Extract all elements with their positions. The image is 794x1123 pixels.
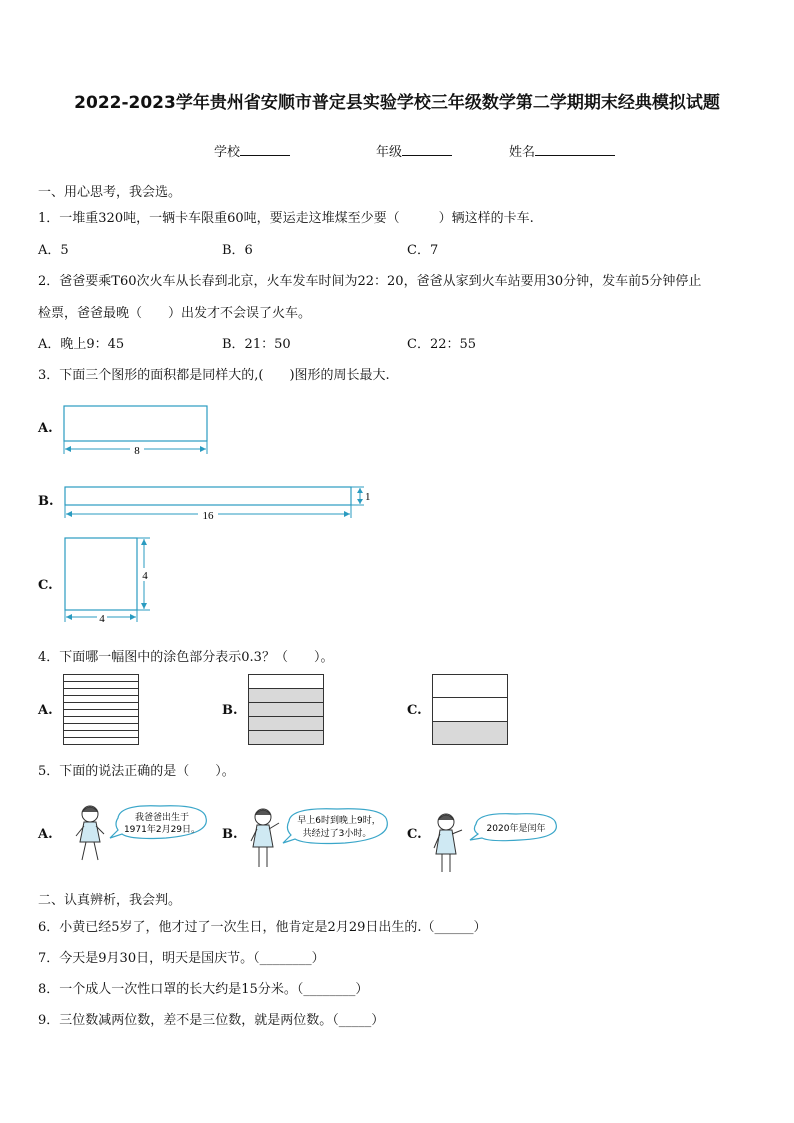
dim-label-8: 8	[134, 445, 140, 457]
section-1-heading: 一、用心思考，我会选。	[38, 185, 182, 200]
question-7: 7．今天是9月30日，明天是国庆节。（________）	[38, 951, 325, 966]
speech-bubble	[110, 806, 206, 839]
q3-figure-b	[60, 484, 380, 524]
question-6: 6．小黄已经5岁了，他才过了一次生日，他肯定是2月29日出生的.（______）	[38, 920, 487, 935]
bubble-b-line-1: 早上6时到晚上9时，	[297, 816, 381, 826]
school-field	[214, 141, 290, 160]
bubble-c-line-1: 2020年是闰年	[486, 824, 546, 834]
q2-option-c[interactable]: C．22：55	[407, 337, 477, 352]
q4-option-c[interactable]: C.	[407, 703, 422, 718]
grade-blank[interactable]	[402, 143, 452, 156]
q5-picture-a	[70, 800, 215, 870]
bubble-b-line-2: 共经过了3小时。	[302, 829, 372, 839]
q4-figure-b	[248, 674, 326, 746]
question-4: 4．下面哪一幅图中的涂色部分表示0.3？（ ）。	[38, 650, 334, 665]
q3-figure-c	[60, 535, 160, 625]
question-9: 9．三位数减两位数，差不是三位数，就是两位数。（_____）	[38, 1013, 385, 1028]
shaded-region	[433, 722, 508, 745]
speech-bubble	[470, 814, 556, 841]
girl-icon	[76, 806, 104, 860]
q5-option-b[interactable]: B.	[222, 827, 238, 842]
grade-field	[376, 141, 452, 160]
q1-option-a[interactable]: A．5	[38, 243, 69, 258]
question-1: 1．一堆重320吨，一辆卡车限重60吨，要运走这堆煤至少要（ ）辆这样的卡车.	[38, 211, 534, 226]
q5-picture-b	[245, 805, 395, 875]
q3-option-c[interactable]: C.	[38, 578, 53, 593]
q4-option-a[interactable]: A.	[38, 703, 53, 718]
bubble-a-line-1: 我爸爸出生于	[134, 813, 190, 823]
question-3: 3．下面三个图形的面积都是同样大的,( )图形的周长最大.	[38, 368, 390, 383]
q5-option-c[interactable]: C.	[407, 827, 422, 842]
page-title: 2022-2023学年贵州省安顺市普定县实验学校三年级数学第二学期期末经典模拟试题	[74, 93, 720, 113]
q5-option-a[interactable]: A.	[38, 827, 53, 842]
question-2-line-1: 2．爸爸要乘T60次火车从长春到北京，火车发车时间为22：20，爸爸从家到火车站要用30分钟，发车前5分钟停止	[38, 274, 702, 289]
dim-label-16: 16	[202, 510, 214, 522]
school-label: 学校	[214, 145, 241, 160]
q2-option-a[interactable]: A．晚上9：45	[38, 337, 125, 352]
name-field	[509, 141, 615, 160]
q2-option-b[interactable]: B．21：50	[222, 337, 291, 352]
q5-picture-c	[430, 808, 565, 878]
dim-label-4-bottom: 4	[99, 613, 105, 625]
name-label: 姓名	[509, 145, 536, 160]
q4-figure-c	[432, 674, 510, 746]
q4-option-b[interactable]: B.	[222, 703, 238, 718]
dim-label-4-right: 4	[142, 570, 148, 582]
square-4x4	[65, 538, 137, 610]
school-blank[interactable]	[240, 143, 290, 156]
bubble-a-line-2: 1971年2月29日。	[123, 825, 201, 835]
speech-bubble	[283, 809, 387, 844]
q1-option-b[interactable]: B．6	[222, 243, 253, 258]
rectangle-8x2	[64, 406, 207, 441]
q4-figure-a	[63, 674, 141, 746]
question-8: 8．一个成人一次性口罩的长大约是15分米。（________）	[38, 982, 369, 997]
q1-option-c[interactable]: C．7	[407, 243, 439, 258]
grade-label: 年级	[376, 145, 403, 160]
dim-label-1: 1	[365, 491, 371, 503]
section-2-heading: 二、认真辨析，我会判。	[38, 893, 182, 908]
girl-icon	[251, 809, 279, 867]
name-blank[interactable]	[535, 143, 615, 156]
question-2-line-2: 检票，爸爸最晚（ ）出发才不会误了火车。	[38, 306, 312, 321]
rectangle-16x1	[65, 487, 351, 505]
question-5: 5．下面的说法正确的是（ ）。	[38, 764, 235, 779]
q3-figure-a	[60, 404, 220, 460]
q3-option-b[interactable]: B.	[38, 494, 54, 509]
girl-icon	[434, 814, 462, 872]
q3-option-a[interactable]: A.	[38, 421, 53, 436]
